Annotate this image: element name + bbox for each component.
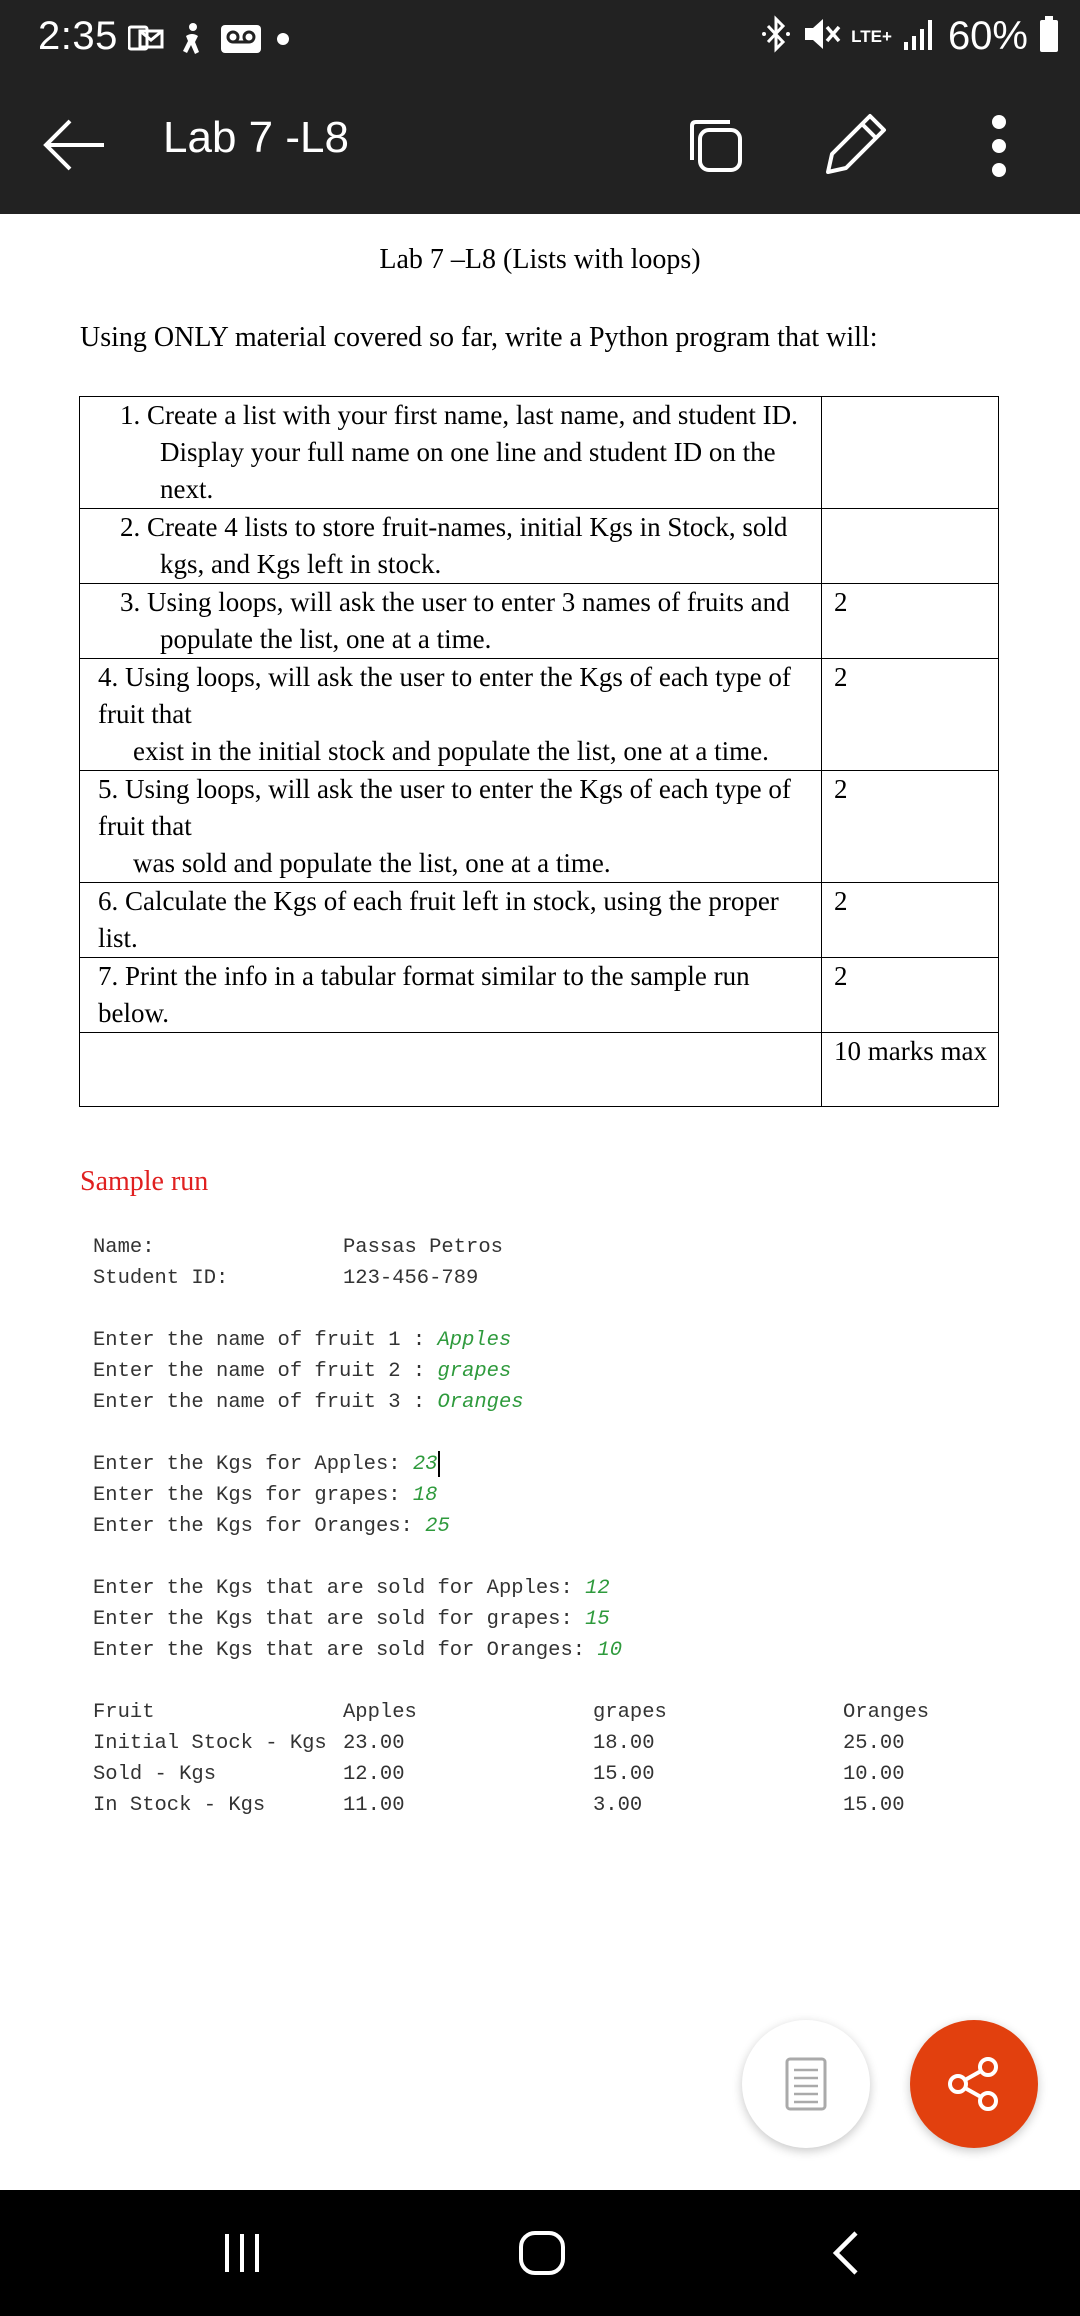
console-input: 15	[585, 1608, 610, 1631]
stock-cell: 15.00	[593, 1763, 655, 1786]
back-arrow-icon	[40, 110, 110, 180]
edit-pencil-icon	[818, 106, 894, 182]
task-text: 3. Using loops, will ask the user to enter 3 names of fruits and	[120, 587, 790, 617]
table-row	[80, 509, 999, 584]
mark-cell	[822, 509, 999, 584]
mark-cell: 2	[822, 771, 999, 883]
text-cursor	[438, 1451, 440, 1477]
battery-percent: 60%	[947, 14, 1028, 58]
document-title: Lab 7 -L8	[163, 113, 349, 162]
stock-cell: Oranges	[843, 1701, 930, 1724]
mark-cell: 2	[822, 584, 999, 659]
task-cell	[80, 397, 822, 509]
task-text-cont: Display your full name on one line and student ID on the next.	[160, 437, 776, 504]
console-input: 23	[412, 1453, 438, 1476]
console-line	[93, 1449, 622, 1480]
console-input: grapes	[437, 1360, 512, 1383]
status-bar	[0, 0, 1080, 78]
task-cell	[80, 584, 822, 659]
task-text: 4. Using loops, will ask the user to enter the Kgs of each type of fruit that	[98, 662, 791, 729]
task-cell	[80, 771, 822, 883]
stock-cell: 3.00	[593, 1794, 643, 1817]
console-line	[93, 1511, 622, 1542]
console-input: 18	[412, 1484, 438, 1507]
stock-cell: Initial Stock - Kgs	[93, 1732, 327, 1755]
console-line	[93, 1325, 622, 1356]
stock-cell: 25.00	[843, 1732, 905, 1755]
table-row	[80, 883, 999, 958]
task-cell: 7. Print the info in a tabular format similar to the sample run below.	[80, 958, 822, 1033]
navigation-bar	[0, 2190, 1080, 2316]
task-cell	[80, 1033, 822, 1107]
stock-cell: 18.00	[593, 1732, 655, 1755]
task-text-cont: was sold and populate the list, one at a time.	[133, 848, 611, 878]
recent-apps-icon	[219, 2230, 265, 2276]
console-line	[93, 1480, 622, 1511]
name-label: Name:	[93, 1236, 155, 1259]
task-text-cont: populate the list, one at a time.	[160, 624, 492, 654]
console-prompt: Enter the name of fruit 1 :	[93, 1329, 438, 1352]
lab-intro: Using ONLY material covered so far, write a Python program that will:	[80, 322, 878, 353]
table-row	[80, 659, 999, 771]
console-prompt: Enter the Kgs for grapes:	[93, 1484, 413, 1507]
console-line	[93, 1604, 622, 1635]
stock-table-row	[93, 1759, 905, 1790]
student-id-label: Student ID:	[93, 1267, 229, 1290]
console-line	[93, 1387, 622, 1418]
console-input: 10	[597, 1639, 622, 1662]
bluetooth-icon	[761, 14, 791, 59]
console-input: Oranges	[437, 1391, 524, 1414]
lab-title: Lab 7 –L8 (Lists with loops)	[379, 244, 701, 275]
task-cell: 6. Calculate the Kgs of each fruit left in stock, using the proper list.	[80, 883, 822, 958]
app-bar	[0, 78, 1080, 214]
notification-dot-icon	[276, 32, 290, 51]
task-text: 2. Create 4 lists to store fruit-names, initial Kgs in Stock, sold	[120, 512, 788, 542]
total-mark-cell: 10 marks max	[822, 1033, 999, 1107]
task-cell	[80, 509, 822, 584]
student-id-value: 123-456-789	[343, 1267, 479, 1290]
mark-cell: 2	[822, 659, 999, 771]
mute-icon	[801, 14, 841, 59]
back-button[interactable]	[40, 110, 110, 180]
console-line	[93, 1263, 622, 1294]
table-row	[80, 958, 999, 1033]
stock-cell: 10.00	[843, 1763, 905, 1786]
tabs-button[interactable]	[680, 110, 750, 180]
console-prompt: Enter the Kgs that are sold for grapes:	[93, 1608, 586, 1631]
edit-button[interactable]	[818, 106, 894, 182]
table-row	[80, 397, 999, 509]
stock-cell: In Stock - Kgs	[93, 1794, 266, 1817]
stock-cell: 23.00	[343, 1732, 405, 1755]
network-type: LTE+	[851, 27, 892, 46]
status-right-icons	[761, 14, 1060, 59]
stock-cell: Fruit	[93, 1701, 155, 1724]
reader-mode-icon	[784, 2056, 828, 2112]
share-icon	[944, 2054, 1004, 2114]
outlook-icon	[128, 23, 164, 60]
battery-icon	[1038, 14, 1060, 59]
table-row	[80, 1033, 999, 1107]
task-text-cont: exist in the initial stock and populate the list, one at a time.	[133, 736, 769, 766]
sample-run-label: Sample run	[80, 1166, 209, 1197]
share-button[interactable]	[910, 2020, 1038, 2148]
mark-cell: 2	[822, 883, 999, 958]
console-prompt: Enter the name of fruit 2 :	[93, 1360, 438, 1383]
signal-icon	[902, 16, 938, 57]
stock-table-row	[93, 1728, 905, 1759]
console-line	[93, 1356, 622, 1387]
console-line	[93, 1573, 622, 1604]
more-options-button[interactable]	[974, 108, 1024, 184]
console-line	[93, 1232, 622, 1263]
task-cell	[80, 659, 822, 771]
tabs-icon	[680, 110, 750, 180]
back-nav-button[interactable]	[806, 2220, 886, 2286]
home-button[interactable]	[502, 2220, 582, 2286]
recent-apps-button[interactable]	[202, 2220, 282, 2286]
name-value: Passas Petros	[343, 1236, 503, 1259]
mark-cell: 2	[822, 958, 999, 1033]
stock-cell: Sold - Kgs	[93, 1763, 217, 1786]
stock-cell: 15.00	[843, 1794, 905, 1817]
console-prompt: Enter the Kgs that are sold for Apples:	[93, 1577, 586, 1600]
console-prompt: Enter the Kgs for Oranges:	[93, 1515, 426, 1538]
stock-table-row	[93, 1697, 930, 1728]
console-line	[93, 1635, 622, 1666]
console-input: Apples	[437, 1329, 512, 1352]
status-left-icons	[128, 22, 290, 61]
task-text: 5. Using loops, will ask the user to enter the Kgs of each type of fruit that	[98, 774, 791, 841]
back-icon	[826, 2228, 866, 2278]
task-text: 1. Create a list with your first name, last name, and student ID.	[120, 400, 798, 430]
requirements-table	[79, 396, 999, 1107]
more-vert-icon	[974, 108, 1024, 184]
voicemail-icon	[220, 24, 262, 59]
table-row	[80, 584, 999, 659]
console-prompt: Enter the Kgs that are sold for Oranges:	[93, 1639, 598, 1662]
stock-cell: 11.00	[343, 1794, 405, 1817]
document-page[interactable]	[0, 214, 1080, 2190]
home-icon	[517, 2228, 567, 2278]
console-input: 25	[425, 1515, 450, 1538]
sample-run-output	[93, 1232, 930, 1821]
table-row	[80, 771, 999, 883]
stock-cell: grapes	[593, 1701, 667, 1724]
console-input: 12	[585, 1577, 610, 1600]
stock-cell: 12.00	[343, 1763, 405, 1786]
console-prompt: Enter the Kgs for Apples:	[93, 1453, 413, 1476]
reader-mode-button[interactable]	[742, 2020, 870, 2148]
stock-cell: Apples	[343, 1701, 417, 1724]
mark-cell	[822, 397, 999, 509]
status-time: 2:35	[38, 14, 118, 58]
stock-table-row	[93, 1790, 905, 1821]
accessibility-icon	[178, 22, 206, 61]
task-text-cont: kgs, and Kgs left in stock.	[160, 549, 442, 579]
console-prompt: Enter the name of fruit 3 :	[93, 1391, 438, 1414]
